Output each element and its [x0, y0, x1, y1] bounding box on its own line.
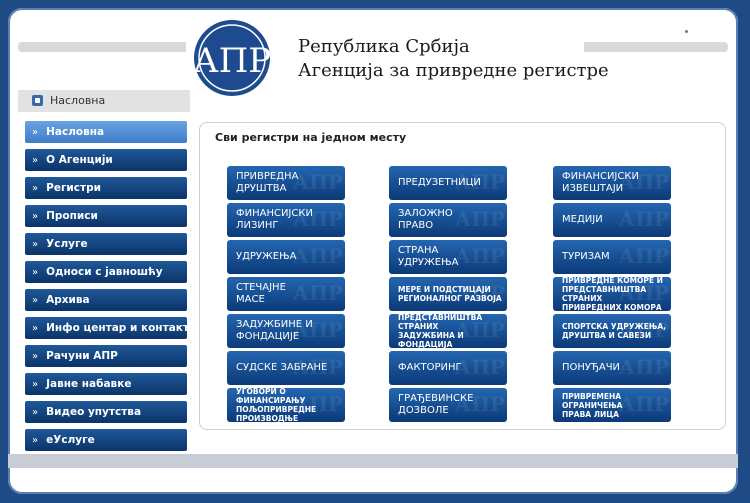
sidebar-item[interactable]	[25, 177, 187, 199]
sidebar-item-label: Архива	[46, 294, 90, 306]
register-tile-label: РЕГИОНАЛНОГ РАЗВОЈА	[398, 294, 502, 303]
sidebar-item[interactable]	[25, 205, 187, 227]
register-tile-label: ПРЕДСТАВНИШТВА СТРАНИХ	[398, 314, 483, 331]
sidebar-item-label: Односи с јавношћу	[46, 266, 163, 278]
register-tile-label: ПРОИЗВОДЊЕ	[236, 414, 299, 422]
register-tile-label: УДРУЖЕЊА	[398, 257, 459, 268]
register-tile-label: МЕРЕ И ПОДСТИЦАЈИ	[398, 285, 491, 294]
sidebar-item[interactable]	[25, 233, 187, 255]
register-tile-label: ПРИВРЕДНА	[236, 171, 299, 182]
register-tile-label: ДРУШТВА	[236, 183, 287, 194]
register-tile-label: ПОЉОПРИВРЕДНЕ	[236, 405, 317, 414]
sidebar-item[interactable]	[25, 289, 187, 311]
register-tile-label: МАСЕ	[236, 294, 265, 305]
register-tile-label: ПОНУЂАЧИ	[562, 362, 621, 373]
org-country: Република Србија	[298, 36, 470, 57]
register-tile[interactable]	[389, 166, 507, 200]
register-tile-label: УГОВОРИ О ФИНАНСИРАЊУ	[236, 388, 306, 405]
sidebar-item[interactable]	[25, 345, 187, 367]
register-tile[interactable]	[553, 240, 671, 274]
apr-logo[interactable]	[192, 18, 272, 98]
register-tile[interactable]	[389, 314, 507, 348]
sidebar-item[interactable]	[25, 121, 187, 143]
bottom-bar	[8, 454, 738, 468]
register-tile-label: ПРАВА ЛИЦА	[562, 409, 619, 419]
sidebar-item[interactable]	[25, 429, 187, 451]
register-tile-label: ОГРАНИЧЕЊА	[562, 400, 623, 410]
register-tile-label: МЕДИЈИ	[562, 214, 603, 225]
chevron-right-icon: »	[32, 127, 39, 138]
sidebar-item[interactable]	[25, 373, 187, 395]
breadcrumb-label[interactable]: Насловна	[50, 94, 106, 107]
sidebar-item-label: Услуге	[46, 238, 88, 250]
org-name: Агенција за привредне регистре	[298, 60, 609, 81]
home-icon	[32, 95, 43, 106]
chevron-right-icon: »	[32, 155, 39, 166]
register-tile[interactable]	[227, 388, 345, 422]
register-tile[interactable]	[227, 203, 345, 237]
chevron-right-icon: »	[32, 295, 39, 306]
sidebar-item-label: Рачуни АПР	[46, 350, 118, 362]
chevron-right-icon: »	[32, 379, 39, 390]
register-tile-label: ЗАЛОЖНО	[398, 208, 453, 219]
register-tile-label: ПРИВРЕМЕНА	[562, 391, 622, 401]
register-tile[interactable]	[553, 203, 671, 237]
sidebar-item[interactable]	[25, 149, 187, 171]
sidebar-item-label: Регистри	[46, 182, 101, 194]
register-tile-label: ФИНАНСИЈСКИ	[236, 208, 313, 219]
sidebar-item[interactable]	[25, 261, 187, 283]
sidebar-item-label: О Агенцији	[46, 154, 113, 166]
register-tile-label: ФИНАНСИЈСКИ	[562, 171, 639, 182]
sidebar-item[interactable]	[25, 317, 197, 339]
register-tile[interactable]	[389, 351, 507, 385]
register-tile[interactable]	[227, 166, 345, 200]
register-tile[interactable]	[553, 314, 671, 348]
registers-panel	[199, 122, 726, 430]
sidebar-item-label: еУслуге	[46, 434, 95, 446]
register-tile-label: ИЗВЕШТАЈИ	[562, 183, 624, 194]
register-tile-label: ЛИЗИНГ	[236, 220, 279, 231]
register-tile[interactable]	[227, 351, 345, 385]
chevron-right-icon: »	[32, 323, 39, 334]
register-tile-label: СТЕЧАЈНЕ	[236, 282, 286, 293]
register-tile-label: ПРИВРЕДНЕ КОМОРЕ И	[562, 277, 663, 285]
register-tile[interactable]	[553, 351, 671, 385]
register-tile[interactable]	[389, 240, 507, 274]
chevron-right-icon: »	[32, 435, 39, 446]
chevron-right-icon: »	[32, 239, 39, 250]
page-frame	[8, 8, 738, 494]
register-tile[interactable]	[227, 240, 345, 274]
register-tile-label: ФАКТОРИНГ	[398, 362, 462, 373]
chevron-right-icon: »	[32, 267, 39, 278]
register-tile-label: СТРАНА	[398, 245, 439, 256]
register-tile-label: ДОЗВОЛЕ	[398, 405, 449, 416]
register-tile[interactable]	[389, 388, 507, 422]
site-header	[186, 16, 609, 94]
decor-dot	[685, 30, 688, 33]
register-tile-label: СПОРТСКА УДРУЖЕЊА,	[562, 322, 666, 331]
breadcrumb	[18, 90, 190, 112]
panel-title: Сви регистри на једном месту	[215, 131, 407, 144]
register-tile[interactable]	[553, 166, 671, 200]
chevron-right-icon: »	[32, 351, 39, 362]
register-tile-label: ПРАВО	[398, 220, 434, 231]
sidebar-item-label: Видео упутства	[46, 406, 142, 418]
register-tile-label: ГРАЂЕВИНСКЕ	[398, 393, 474, 404]
register-tile-label: ТУРИЗАМ	[562, 251, 610, 262]
register-tile[interactable]	[389, 203, 507, 237]
sidebar-item[interactable]	[25, 401, 187, 423]
register-tile[interactable]	[553, 277, 671, 311]
register-tile-label: ПРЕДСТАВНИШТВА СТРАНИХ	[562, 285, 647, 303]
chevron-right-icon: »	[32, 183, 39, 194]
register-tile-label: ЗАДУЖБИНА И ФОНДАЦИЈА	[398, 331, 464, 348]
register-tile-label: СУДСКЕ ЗАБРАНЕ	[236, 362, 328, 373]
logo-text: АПР	[192, 41, 272, 81]
sidebar-item-label: Инфо центар и контакти	[46, 322, 197, 334]
register-tile[interactable]	[227, 277, 345, 311]
register-tile[interactable]	[227, 314, 345, 348]
sidebar-item-label: Прописи	[46, 210, 98, 222]
chevron-right-icon: »	[32, 211, 39, 222]
register-tile-label: УДРУЖЕЊА	[236, 251, 297, 262]
register-tile[interactable]	[389, 277, 507, 311]
chevron-right-icon: »	[32, 407, 39, 418]
register-tile-label: ПРИВРЕДНИХ КОМОРА	[562, 303, 662, 311]
register-tile-label: ДРУШТВА И САВЕЗИ	[562, 331, 652, 340]
register-tile-label: ПРЕДУЗЕТНИЦИ	[398, 177, 481, 188]
register-tile-label: ЗАДУЖБИНЕ И	[236, 319, 313, 330]
register-tile[interactable]	[553, 388, 671, 422]
sidebar-item-label: Јавне набавке	[46, 378, 132, 390]
register-tile-label: ФОНДАЦИЈЕ	[236, 331, 300, 342]
sidebar-item-label: Насловна	[46, 126, 105, 138]
